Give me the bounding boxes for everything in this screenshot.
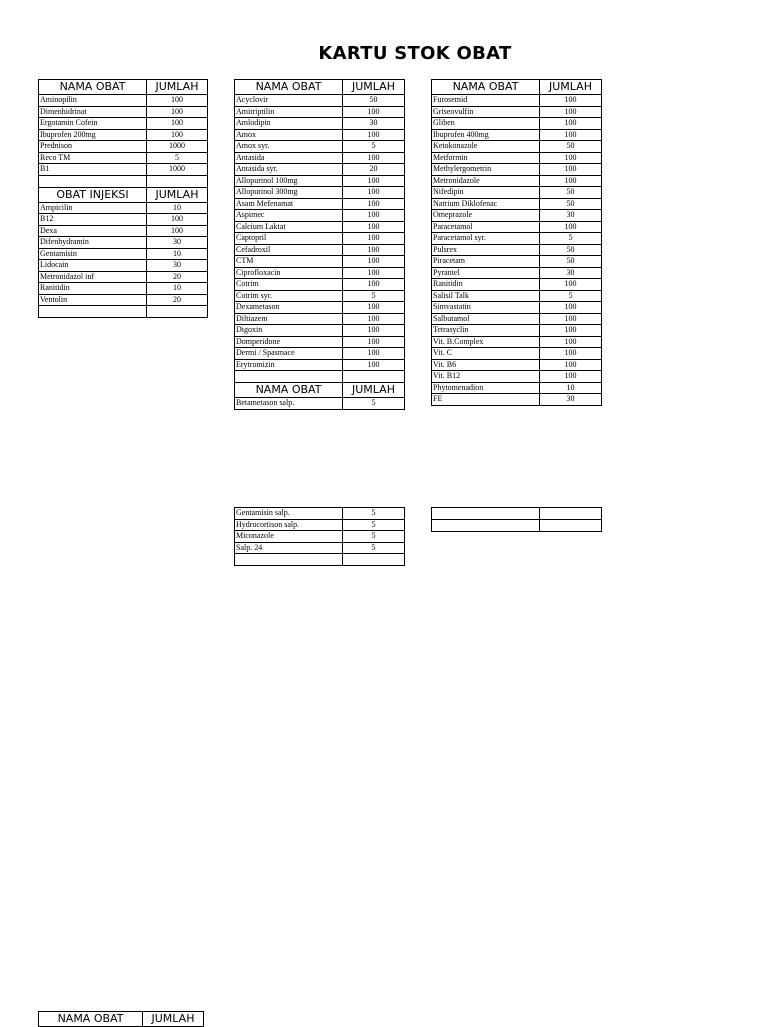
drug-name-cell: Vit. C: [432, 348, 540, 360]
drug-name-cell: B1: [39, 164, 147, 176]
table-row: [432, 106, 602, 118]
drug-name-cell: Salbutamol: [432, 313, 540, 325]
drug-name-cell: Amlodipin: [235, 118, 343, 130]
drug-name-cell: Dermi / Spasmace: [235, 348, 343, 360]
empty-row: [39, 175, 208, 187]
quantity-cell: 100: [540, 348, 602, 360]
drug-name-cell: Cotrim syr.: [235, 290, 343, 302]
table-row: [235, 302, 405, 314]
drug-name-cell: Amitriptilin: [235, 106, 343, 118]
table-row: [432, 118, 602, 130]
table-row: [432, 256, 602, 268]
drug-name-cell: Domperidone: [235, 336, 343, 348]
table-row: [235, 519, 405, 531]
col-header-jumlah: JUMLAH: [343, 383, 405, 398]
drug-name-cell: Aminopilin: [39, 95, 147, 107]
table-row: [235, 118, 405, 130]
quantity-cell: 100: [147, 225, 208, 237]
quantity-cell: 5: [540, 233, 602, 245]
quantity-cell: 5: [343, 141, 405, 153]
quantity-cell: 100: [540, 106, 602, 118]
table-row: [235, 221, 405, 233]
quantity-cell: 100: [343, 221, 405, 233]
quantity-cell: 100: [540, 336, 602, 348]
table-row: [39, 271, 208, 283]
table-row: [235, 233, 405, 245]
drug-name-cell: Difenhydramin: [39, 237, 147, 249]
table-row: [432, 141, 602, 153]
drug-name-cell: Ergotamin Cofein: [39, 118, 147, 130]
col-header-jumlah: JUMLAH: [147, 80, 208, 95]
table-row: [235, 279, 405, 291]
col-header-nama-obat: NAMA OBAT: [39, 80, 147, 95]
table-row: [39, 294, 208, 306]
table-row: [39, 237, 208, 249]
quantity-cell: 10: [147, 202, 208, 214]
empty-row: [235, 554, 405, 566]
drug-name-cell: Ciprofloxacin: [235, 267, 343, 279]
drug-name-cell: Omeprazole: [432, 210, 540, 222]
table-row: [432, 210, 602, 222]
table-row: [235, 359, 405, 371]
quantity-cell: 100: [343, 210, 405, 222]
drug-name-cell: Calcium Laktat: [235, 221, 343, 233]
table-row: [432, 175, 602, 187]
quantity-cell: 100: [343, 244, 405, 256]
drug-name-cell: Salisil Talk: [432, 290, 540, 302]
drug-name-cell: Asam Mefenamat: [235, 198, 343, 210]
quantity-cell: 100: [343, 187, 405, 199]
quantity-cell: 30: [540, 267, 602, 279]
empty-row: [235, 371, 405, 383]
quantity-cell: 100: [540, 359, 602, 371]
quantity-cell: 30: [343, 118, 405, 130]
quantity-cell: 100: [343, 313, 405, 325]
drug-name-cell: Antasida syr.: [235, 164, 343, 176]
table-row: [39, 118, 208, 130]
table-row: [432, 198, 602, 210]
quantity-cell: 50: [343, 95, 405, 107]
table-row: [39, 129, 208, 141]
quantity-cell: 100: [540, 371, 602, 383]
stock-table-col3-continued: [431, 507, 602, 532]
quantity-cell: 1000: [147, 164, 208, 176]
drug-name-cell: Gliben: [432, 118, 540, 130]
drug-name-cell: Piracetam: [432, 256, 540, 268]
quantity-cell: 30: [540, 394, 602, 406]
table-row: [39, 202, 208, 214]
quantity-cell: 100: [343, 233, 405, 245]
table-row: [432, 290, 602, 302]
drug-name-cell: Antasida: [235, 152, 343, 164]
stock-table-next: [38, 1011, 204, 1027]
table-row: [432, 267, 602, 279]
table-row: [432, 336, 602, 348]
drug-name-cell: Betametason salp.: [235, 398, 343, 410]
quantity-cell: 100: [343, 279, 405, 291]
drug-name-cell: Diltiazem: [235, 313, 343, 325]
quantity-cell: 100: [540, 164, 602, 176]
quantity-cell: 100: [540, 302, 602, 314]
drug-name-cell: Paracetamol syr.: [432, 233, 540, 245]
table-row: [235, 313, 405, 325]
table-row: [432, 382, 602, 394]
stock-table-col2: [234, 79, 405, 410]
drug-name-cell: Ranitidin: [432, 279, 540, 291]
table-row: [235, 336, 405, 348]
table-row: [235, 267, 405, 279]
drug-name-cell: Cotrim: [235, 279, 343, 291]
quantity-cell: 100: [540, 221, 602, 233]
drug-name-cell: Nifedipin: [432, 187, 540, 199]
drug-name-cell: Gentamisin salp.: [235, 508, 343, 520]
table-row: [235, 175, 405, 187]
drug-name-cell: Amox syr.: [235, 141, 343, 153]
stock-table-col3: [431, 79, 602, 406]
drug-name-cell: B12: [39, 214, 147, 226]
quantity-cell: 1000: [147, 141, 208, 153]
table-row: [235, 531, 405, 543]
drug-name-cell: Vit. B.Complex: [432, 336, 540, 348]
quantity-cell: 100: [147, 129, 208, 141]
table-row: [39, 283, 208, 295]
col-header-obat-injeksi: OBAT INJEKSI: [39, 187, 147, 202]
quantity-cell: 5: [343, 519, 405, 531]
page-title: KARTU STOK OBAT: [318, 43, 512, 64]
drug-name-cell: Simvastatin: [432, 302, 540, 314]
table-row: [39, 95, 208, 107]
drug-name-cell: Prednison: [39, 141, 147, 153]
drug-name-cell: Dimenhidrinat: [39, 106, 147, 118]
table-row: [235, 348, 405, 360]
quantity-cell: 50: [540, 244, 602, 256]
quantity-cell: 30: [540, 210, 602, 222]
drug-name-cell: Allopurinol 100mg: [235, 175, 343, 187]
quantity-cell: 30: [147, 237, 208, 249]
quantity-cell: 100: [147, 95, 208, 107]
quantity-cell: 100: [540, 175, 602, 187]
col-header-jumlah: JUMLAH: [143, 1012, 204, 1027]
drug-name-cell: Ampicilin: [39, 202, 147, 214]
quantity-cell: 30: [147, 260, 208, 272]
drug-name-cell: Tetrasyclin: [432, 325, 540, 337]
quantity-cell: 100: [343, 198, 405, 210]
drug-name-cell: Methylergometrin: [432, 164, 540, 176]
stock-table-col1: [38, 79, 208, 318]
table-row: [235, 542, 405, 554]
quantity-cell: 5: [343, 531, 405, 543]
quantity-cell: 100: [540, 313, 602, 325]
col-header-jumlah: JUMLAH: [540, 80, 602, 95]
quantity-cell: 20: [147, 294, 208, 306]
drug-name-cell: Salp. 24: [235, 542, 343, 554]
table-row: [235, 198, 405, 210]
quantity-cell: 100: [147, 106, 208, 118]
empty-row: [39, 306, 208, 318]
col-header-nama-obat: NAMA OBAT: [432, 80, 540, 95]
drug-name-cell: Reco TM: [39, 152, 147, 164]
table-row: [432, 233, 602, 245]
col-header-nama-obat: NAMA OBAT: [235, 383, 343, 398]
drug-name-cell: Metronidazol inf: [39, 271, 147, 283]
drug-name-cell: Ventolin: [39, 294, 147, 306]
quantity-cell: 50: [540, 187, 602, 199]
drug-name-cell: Digoxin: [235, 325, 343, 337]
quantity-cell: 5: [540, 290, 602, 302]
table-row: [235, 398, 405, 410]
drug-name-cell: Griseovulfin: [432, 106, 540, 118]
table-row: [39, 152, 208, 164]
table-row: [235, 164, 405, 176]
quantity-cell: 5: [343, 508, 405, 520]
table-row: [432, 152, 602, 164]
drug-name-cell: Cefadroxil: [235, 244, 343, 256]
stock-table-col2-continued: [234, 507, 405, 566]
drug-name-cell: Gentamisin: [39, 248, 147, 260]
table-row: [235, 141, 405, 153]
quantity-cell: 100: [343, 152, 405, 164]
drug-name-cell: Hydrocortison salp.: [235, 519, 343, 531]
table-row: [432, 129, 602, 141]
table-row: [39, 225, 208, 237]
drug-name-cell: Aspimec: [235, 210, 343, 222]
table-row: [39, 141, 208, 153]
drug-name-cell: Acyclovir: [235, 95, 343, 107]
table-row: [235, 152, 405, 164]
drug-name-cell: Natrium Diklofenac: [432, 198, 540, 210]
table-row: [235, 290, 405, 302]
drug-name-cell: Dexametason: [235, 302, 343, 314]
quantity-cell: 50: [540, 141, 602, 153]
quantity-cell: 100: [540, 118, 602, 130]
quantity-cell: 100: [147, 118, 208, 130]
quantity-cell: 10: [147, 248, 208, 260]
quantity-cell: 100: [343, 336, 405, 348]
drug-name-cell: Vit. B12: [432, 371, 540, 383]
table-row: [235, 256, 405, 268]
drug-name-cell: Furosemid: [432, 95, 540, 107]
quantity-cell: 50: [540, 198, 602, 210]
quantity-cell: 5: [343, 542, 405, 554]
table-row: [235, 106, 405, 118]
quantity-cell: 5: [343, 290, 405, 302]
quantity-cell: 50: [540, 256, 602, 268]
drug-name-cell: Paracetamol: [432, 221, 540, 233]
drug-name-cell: Ketokonazole: [432, 141, 540, 153]
drug-name-cell: Miconazole: [235, 531, 343, 543]
drug-name-cell: Ranitidin: [39, 283, 147, 295]
quantity-cell: 100: [343, 175, 405, 187]
quantity-cell: 20: [343, 164, 405, 176]
quantity-cell: 100: [343, 302, 405, 314]
drug-name-cell: Erytromizin: [235, 359, 343, 371]
quantity-cell: 100: [343, 348, 405, 360]
drug-name-cell: Dexa: [39, 225, 147, 237]
drug-name-cell: Metronidazole: [432, 175, 540, 187]
table-row: [432, 325, 602, 337]
quantity-cell: 5: [147, 152, 208, 164]
drug-name-cell: Lidocain: [39, 260, 147, 272]
drug-name-cell: Captopril: [235, 233, 343, 245]
quantity-cell: 100: [540, 129, 602, 141]
empty-row: [432, 508, 602, 520]
table-row: [39, 106, 208, 118]
table-row: [432, 244, 602, 256]
drug-name-cell: Ibuprofen 400mg: [432, 129, 540, 141]
table-row: [235, 187, 405, 199]
col-header-nama-obat: NAMA OBAT: [235, 80, 343, 95]
table-row: [235, 244, 405, 256]
table-row: [432, 164, 602, 176]
table-row: [432, 302, 602, 314]
drug-name-cell: Allopurinol 300mg: [235, 187, 343, 199]
quantity-cell: 10: [147, 283, 208, 295]
table-row: [432, 359, 602, 371]
table-row: [432, 279, 602, 291]
quantity-cell: 100: [540, 325, 602, 337]
quantity-cell: 100: [343, 325, 405, 337]
table-row: [432, 187, 602, 199]
table-row: [235, 129, 405, 141]
quantity-cell: 100: [343, 129, 405, 141]
quantity-cell: 100: [343, 267, 405, 279]
drug-name-cell: CTM: [235, 256, 343, 268]
table-row: [432, 394, 602, 406]
table-row: [39, 214, 208, 226]
table-row: [39, 164, 208, 176]
drug-name-cell: Pyrantel: [432, 267, 540, 279]
table-row: [432, 348, 602, 360]
quantity-cell: 100: [540, 279, 602, 291]
quantity-cell: 100: [343, 359, 405, 371]
table-row: [432, 371, 602, 383]
table-row: [235, 508, 405, 520]
drug-name-cell: Pulsrex: [432, 244, 540, 256]
quantity-cell: 100: [343, 256, 405, 268]
table-row: [235, 95, 405, 107]
col-header-jumlah: JUMLAH: [147, 187, 208, 202]
col-header-nama-obat: NAMA OBAT: [39, 1012, 143, 1027]
quantity-cell: 5: [343, 398, 405, 410]
quantity-cell: 100: [147, 214, 208, 226]
table-row: [39, 260, 208, 272]
col-header-jumlah: JUMLAH: [343, 80, 405, 95]
drug-name-cell: Amox: [235, 129, 343, 141]
table-row: [235, 325, 405, 337]
table-row: [432, 95, 602, 107]
quantity-cell: 100: [343, 106, 405, 118]
quantity-cell: 10: [540, 382, 602, 394]
quantity-cell: 20: [147, 271, 208, 283]
drug-name-cell: Vit. B6: [432, 359, 540, 371]
table-row: [432, 221, 602, 233]
drug-name-cell: Ibuprofen 200mg: [39, 129, 147, 141]
quantity-cell: 100: [540, 152, 602, 164]
table-row: [432, 313, 602, 325]
empty-row: [432, 520, 602, 532]
table-row: [235, 210, 405, 222]
quantity-cell: 100: [540, 95, 602, 107]
drug-name-cell: Phytomenadion: [432, 382, 540, 394]
drug-name-cell: Metformin: [432, 152, 540, 164]
table-row: [39, 248, 208, 260]
drug-name-cell: FE: [432, 394, 540, 406]
